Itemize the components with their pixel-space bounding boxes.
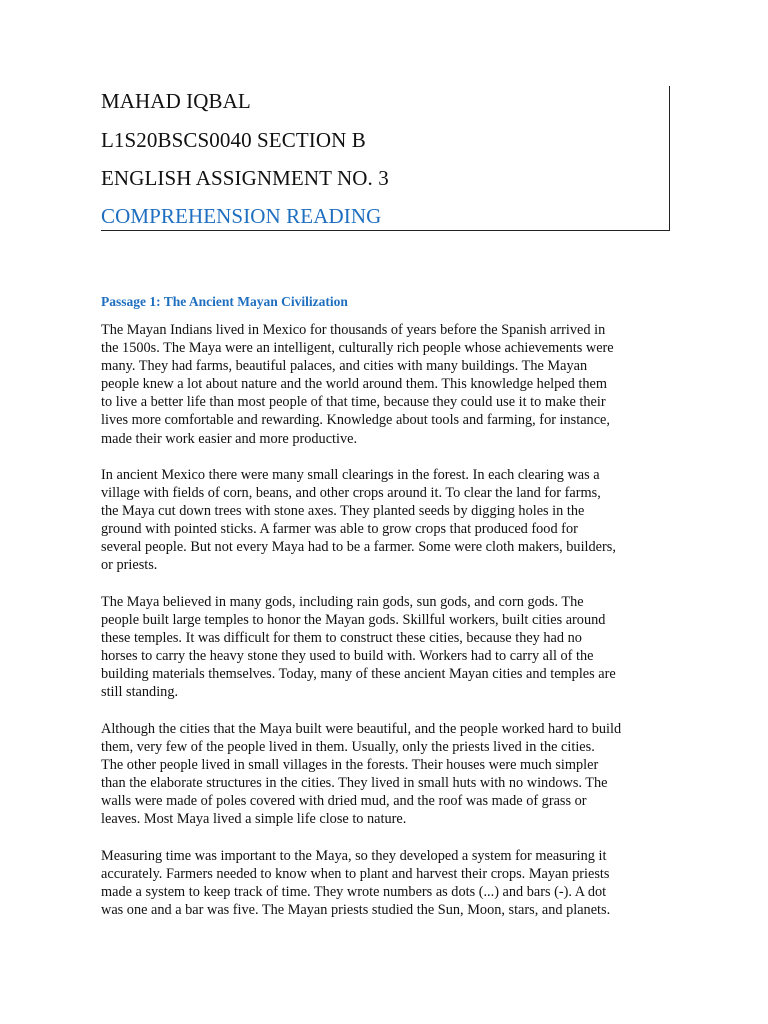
paragraph-5 (101, 847, 671, 919)
paragraph-line: these temples. It was difficult for them to construct these cities, because they had no (101, 630, 582, 647)
paragraph-line: the Maya cut down trees with stone axes. They planted seeds by digging holes in the (101, 503, 585, 520)
assignment-title: ENGLISH ASSIGNMENT NO. 3 (101, 166, 389, 190)
paragraph-line: Although the cities that the Maya built were beautiful, and the people worked hard to build (101, 721, 622, 737)
paragraph-1 (101, 321, 671, 448)
paragraph-line: ground with pointed sticks. A farmer was able to grow crops that produced food for (101, 521, 578, 538)
paragraph-line: people built large temples to honor the Mayan gods. Skillful workers, built cities around (101, 612, 606, 629)
paragraph-line: or priests. (101, 557, 158, 574)
paragraph-line: The Mayan Indians lived in Mexico for thousands of years before the Spanish arrived in (101, 322, 606, 338)
paragraph-line: walls were made of poles covered with dried mud, and the roof was made of grass or (101, 793, 587, 810)
paragraph-line: made their work easier and more productive. (101, 430, 358, 447)
paragraph-line: accurately. Farmers needed to know when to plant and harvest their crops. Mayan priests (101, 866, 610, 883)
paragraph-line: still standing. (101, 684, 179, 701)
paragraph-line: building materials themselves. Today, many of these ancient Mayan cities and temples are (101, 666, 616, 683)
paragraph-line: In ancient Mexico there were many small clearings in the forest. In each clearing was a (101, 467, 600, 483)
paragraph-line: made a system to keep track of time. They wrote numbers as dots (...) and bars (-). A dot (101, 884, 607, 901)
paragraph-line: the 1500s. The Maya were an intelligent, culturally rich people whose achievements were (101, 340, 614, 357)
passage-heading: Passage 1: The Ancient Mayan Civilization (101, 294, 348, 309)
student-name: MAHAD IQBAL (101, 89, 251, 113)
paragraph-4 (101, 720, 671, 829)
paragraph-line: people knew a lot about nature and the world around them. This knowledge helped them (101, 376, 607, 393)
paragraph-line: village with fields of corn, beans, and other crops around it. To clear the land for farms, (101, 485, 601, 502)
paragraph-line: horses to carry the heavy stone they used to build with. Workers had to carry all of the (101, 648, 594, 665)
paragraph-line: The other people lived in small villages in the forests. Their houses were much simpler (101, 757, 599, 774)
topic-title: COMPREHENSION READING (101, 204, 382, 228)
paragraph-line: lives more comfortable and rewarding. Knowledge about tools and farming, for instance, (101, 412, 610, 429)
paragraph-3 (101, 593, 671, 702)
paragraph-line: them, very few of the people lived in them. Usually, only the priests lived in the cities. (101, 739, 595, 756)
roll-number-section: L1S20BSCS0040 SECTION B (101, 128, 366, 152)
paragraph-line: leaves. Most Maya lived a simple life close to nature. (101, 811, 407, 828)
paragraph-line: The Maya believed in many gods, including rain gods, sun gods, and corn gods. The (101, 594, 584, 610)
paragraph-line: Measuring time was important to the Maya, so they developed a system for measuring it (101, 848, 607, 864)
paragraph-line: was one and a bar was five. The Mayan priests studied the Sun, Moon, stars, and planets. (101, 902, 611, 919)
paragraph-line: many. They had farms, beautiful palaces, and cities with many buildings. The Mayan (101, 358, 588, 375)
paragraph-line: to live a better life than most people of that time, because they could use it to make their (101, 394, 606, 411)
paragraph-line: several people. But not every Maya had to be a farmer. Some were cloth makers, builders, (101, 539, 616, 556)
paragraph-2 (101, 466, 671, 575)
paragraph-line: than the elaborate structures in the cities. They lived in small huts with no windows. The (101, 775, 608, 792)
title-block (101, 86, 670, 231)
